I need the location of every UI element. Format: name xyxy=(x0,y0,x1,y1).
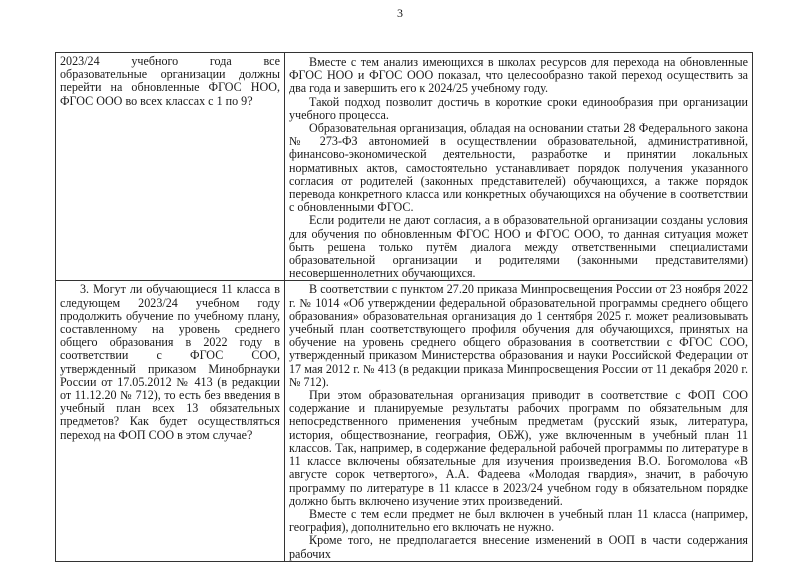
answer-paragraph: Вместе с тем если предмет не был включен в учебный план 11 класса (например, география), дополнительно его включать не нужно. xyxy=(289,506,748,535)
answer-paragraph: Если родители не дают согласия, а в образовательной организации созданы условия для обучения по обновленным ФГОС НОО и ФГОС ООО, то данная ситуация может быть решена только путём диалога между ответственными специалистами образовательной организации и родителями (законными представителями) несовершеннолетних обучающихся. xyxy=(289,213,748,281)
question-cell xyxy=(56,281,285,561)
page-number: 3 xyxy=(397,6,403,20)
table-row xyxy=(56,281,753,561)
answer-cell xyxy=(285,53,753,281)
answer-paragraph: Такой подход позволит достичь в короткие сроки единообразия при организации учебного процесса. xyxy=(289,94,748,122)
answer-paragraph: При этом образовательная организация приводит в соответствие с ФОП СОО содержание и планируемые результаты рабочих программ по обязательным для непосредственного применения учебным предметам (русский язык, литература, история, обществознание, география, ОБЖ), уже включенным в учебный план 11 классов. Так, например, в содержание федеральной рабочей программы по литературе в 11 классе включены обязательные для изучения произведения В.О. Богомолова «В августе сорок четвертого», А.А. Фадеева «Молодая гвардия», значит, в рабочую программу по литературе в 11 классе в 2023/24 учебном году в обязательном порядке должно быть включено изучение этих произведений. xyxy=(289,388,748,508)
question-text: 3. Могут ли обучающиеся 11 класса в следующем 2023/24 учебном году продолжить обучение по учебному плану, составленному на уровень среднего общего образования в 2022 году в соответствии с ФГОС СОО, утвержденный приказом Минобрнауки России от 17.05.2012 № 413 (в редакции от 11.12.20 № 712), то есть без введения в учебный план всех 13 обязательных предметов? Как будет осуществляться переход на ФОП СОО в этом случае? xyxy=(60,282,280,442)
answer-paragraph: В соответствии с пунктом 27.20 приказа Минпросвещения России от 23 ноября 2022 г. № 1014 «Об утверждении федеральной образовательной программы среднего общего образования» образовательная организация до 1 сентября 2025 г. может реализовывать учебный план соответствующего профиля обучения для обучающихся, принятых на обучение на уровень среднего общего образования в соответствии с ФГОС СОО, утвержденный приказом Министерства образования и науки Российской Федерации от 17 мая 2012 г. № 413 (в редакции приказа Минпросвещения России от 11 декабря 2020 г. № 712). xyxy=(289,282,748,389)
answer-paragraph: Образовательная организация, обладая на основании статьи 28 Федерального закона № 273-ФЗ автономией в осуществлении образовательной, административной, финансово-экономической деятельности, разработке и принятии локальных нормативных актов, самостоятельно устанавливает порядок получения указанного согласия от родителей (законных представителей) обучающихся, а также порядок перевода конкретного класса или конкретных обучающихся на обучение в соответствии с обновленными ФГОС. xyxy=(289,121,748,215)
qa-table xyxy=(55,52,753,562)
question-cell xyxy=(56,53,285,281)
answer-cell xyxy=(285,281,753,561)
table-row xyxy=(56,53,753,281)
answer-paragraph: Вместе с тем анализ имеющихся в школах ресурсов для перехода на обновленные ФГОС НОО и ФГОС ООО показал, что целесообразно такой переход осуществить за два года и завершить его к 2024/25 учебному году. xyxy=(289,55,748,96)
question-text: 2023/24 учебного года все образовательные организации должны перейти на обновленные ФГОС НОО, ФГОС ООО во всех классах с 1 по 9? xyxy=(60,54,280,108)
answer-paragraph: Кроме того, не предполагается внесение изменений в ООП в части содержания рабочих xyxy=(289,533,748,561)
